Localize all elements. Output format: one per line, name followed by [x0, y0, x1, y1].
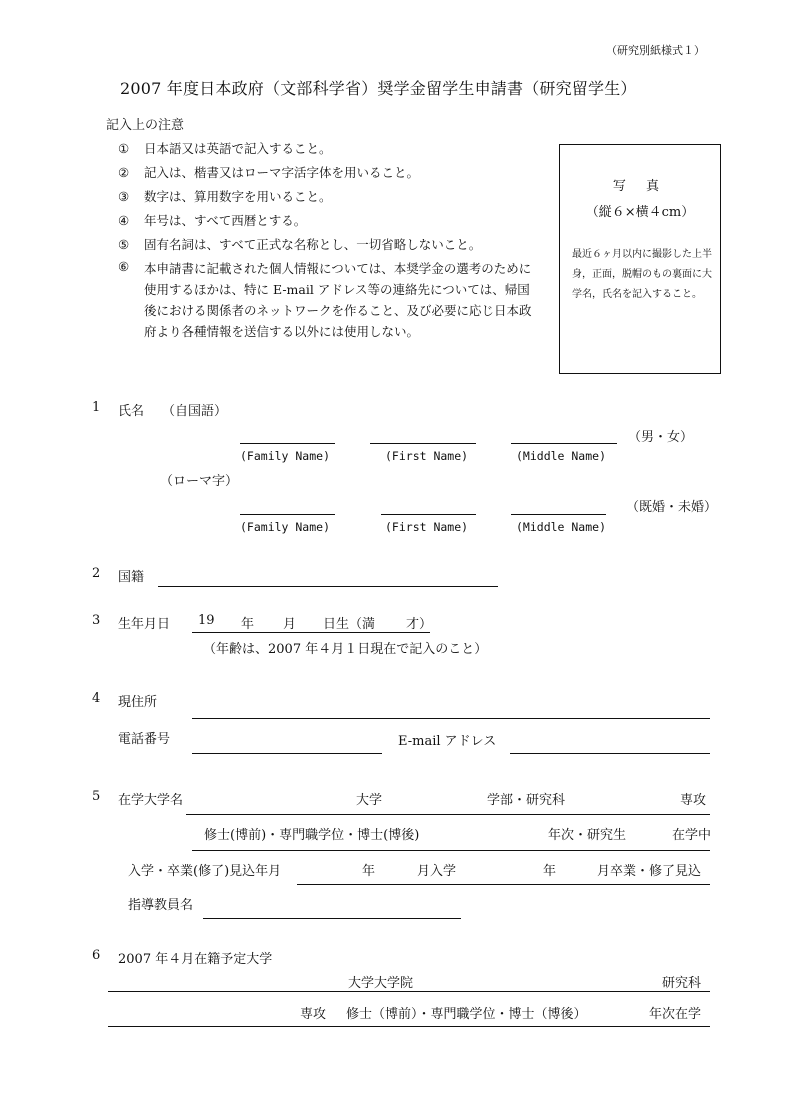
birth-day-unit: 日生（満: [323, 617, 376, 632]
form-id: （研究別紙様式１）: [606, 44, 705, 57]
degree-line[interactable]: [192, 850, 710, 851]
advisor-line[interactable]: [203, 918, 461, 919]
current-university-label: 在学大学名: [118, 793, 184, 808]
research-dept-unit: 研究科: [662, 976, 702, 991]
phone-label: 電話番号: [118, 732, 171, 747]
native-first-name-caption: (First Name): [385, 449, 469, 463]
native-family-name-caption: (Family Name): [240, 449, 331, 463]
section-1-number: 1: [92, 400, 101, 415]
address-label: 現住所: [118, 695, 158, 710]
entry-year-unit: 年: [362, 864, 376, 879]
name-label: 氏名: [118, 404, 145, 419]
photo-size: （縦６×横４cm）: [585, 205, 695, 220]
section-4-number: 4: [92, 691, 101, 706]
note-item-2: ② 記入は、楷書又はローマ字活字体を用いること。: [118, 165, 420, 180]
year-type-choice[interactable]: 年次・研究生: [548, 828, 627, 843]
birth-century: 19: [198, 613, 215, 628]
address-line[interactable]: [192, 718, 710, 719]
native-middle-name-caption: (Middle Name): [516, 449, 607, 463]
roman-first-name-caption: (First Name): [385, 520, 469, 534]
graduation-month-unit: 月卒業・修了見込: [597, 864, 702, 879]
graduate-school-unit: 大学大学院: [348, 976, 414, 991]
native-middle-name-line[interactable]: [511, 443, 617, 444]
note-item-3: ③ 数字は、算用数字を用いること。: [118, 189, 332, 204]
university-unit: 大学: [356, 793, 383, 808]
planned-university-line[interactable]: [108, 991, 710, 992]
native-family-name-line[interactable]: [240, 443, 335, 444]
photo-box[interactable]: [559, 144, 721, 374]
major-unit: 専攻: [680, 793, 707, 808]
nationality-line[interactable]: [158, 586, 498, 587]
roman-middle-name-caption: (Middle Name): [516, 520, 607, 534]
planned-major-unit: 専攻: [300, 1007, 327, 1022]
note-item-5: ⑤ 固有名詞は、すべて正式な名称とし、一切省略しないこと。: [118, 237, 482, 252]
birthdate-label: 生年月日: [118, 617, 171, 632]
birth-month-unit: 月: [283, 617, 297, 632]
year-enrolled-unit: 年次在学: [649, 1007, 702, 1022]
native-name-label: （自国語）: [162, 404, 228, 419]
gender-choice[interactable]: （男・女）: [628, 430, 694, 445]
degree-choice[interactable]: 修士(博前)・専門職学位・博士(博後): [204, 828, 420, 843]
page-title: 2007 年度日本政府（文部科学省）奨学金留学生申請書（研究留学生）: [120, 79, 637, 98]
age-unit: 才）: [406, 617, 433, 632]
notes-heading: 記入上の注意: [106, 118, 185, 133]
note-item-1: ① 日本語又は英語で記入すること。: [118, 141, 332, 156]
birth-year-unit: 年: [241, 617, 255, 632]
section-3-number: 3: [92, 613, 101, 628]
note-item-6-text: 本申請書に記載された個人情報については、本奨学金の選考のために使用するほかは、特に E-mail アドレス等の連絡先については、帰国後における関係者のネットワークを作ること、及び必要に応じ日本政府より各種情報を送信する以外には使用しない。: [144, 261, 532, 339]
birthdate-note: （年齢は、2007 年４月１日現在で記入のこと）: [203, 642, 488, 657]
roman-middle-name-line[interactable]: [511, 514, 606, 515]
entry-graduation-line[interactable]: [297, 884, 710, 885]
planned-university-label: 2007 年４月在籍予定大学: [118, 952, 273, 967]
roman-first-name-line[interactable]: [381, 514, 476, 515]
native-first-name-line[interactable]: [370, 443, 476, 444]
section-2-number: 2: [92, 566, 101, 581]
note-item-4: ④ 年号は、すべて西暦とする。: [118, 213, 307, 228]
birthdate-line[interactable]: [192, 632, 430, 633]
enrolled-unit: 在学中: [672, 828, 712, 843]
roman-family-name-caption: (Family Name): [240, 520, 331, 534]
note-item-6-num: ⑥: [118, 259, 130, 274]
nationality-label: 国籍: [118, 570, 145, 585]
roman-name-label: （ローマ字）: [160, 474, 239, 489]
section-5-number: 5: [92, 789, 101, 804]
advisor-label: 指導教員名: [128, 898, 194, 913]
roman-family-name-line[interactable]: [240, 514, 335, 515]
university-line[interactable]: [186, 814, 710, 815]
photo-instructions: 最近６ヶ月以内に撮影した上半身，正面，脱帽のもの裏面に大学名，氏名を記入すること。: [572, 249, 712, 300]
graduation-year-unit: 年: [543, 864, 557, 879]
marital-choice[interactable]: （既婚・未婚）: [626, 500, 718, 515]
email-line[interactable]: [510, 753, 710, 754]
email-label: E-mail アドレス: [398, 734, 497, 749]
phone-line[interactable]: [192, 753, 382, 754]
faculty-unit: 学部・研究科: [487, 793, 566, 808]
photo-title: 写 真: [612, 179, 668, 194]
entry-month-unit: 月入学: [417, 864, 457, 879]
section-6-number: 6: [92, 948, 101, 963]
planned-degree-line[interactable]: [108, 1026, 710, 1027]
planned-degree-choice[interactable]: 修士（博前）・専門職学位・博士（博後）: [346, 1007, 587, 1022]
entry-graduation-label: 入学・卒業(修了)見込年月: [128, 864, 282, 879]
